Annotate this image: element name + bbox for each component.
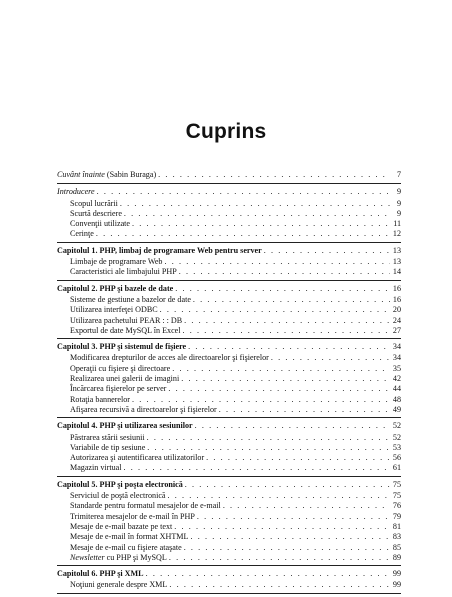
toc-page-number: 34	[392, 353, 401, 363]
toc-dot-leader	[190, 532, 390, 542]
toc-chapter	[57, 284, 401, 339]
toc-dot-leader	[158, 170, 390, 180]
toc-page-number: 13	[392, 257, 401, 267]
toc-chapter-heading[interactable]	[57, 480, 401, 490]
toc-dot-leader	[264, 246, 390, 256]
toc-page-number: 16	[392, 294, 401, 304]
toc-chapter	[57, 187, 401, 242]
toc-dot-leader	[168, 384, 390, 394]
toc-page-number: 7	[396, 170, 401, 179]
toc-dot-leader	[181, 374, 390, 384]
toc-entry[interactable]	[57, 453, 401, 463]
toc-page-number: 20	[392, 305, 401, 315]
toc-entry[interactable]	[57, 580, 401, 590]
toc-entry[interactable]	[57, 443, 401, 453]
toc-page-number: 53	[392, 442, 401, 452]
toc-chapter-title-text: Capitolul 4. PHP şi utilizarea sesiunilor	[57, 421, 193, 431]
toc-dot-leader	[223, 501, 390, 511]
toc-page-number: 81	[392, 521, 401, 531]
toc-entry-label: Exportul de date MySQL în Excel	[70, 325, 181, 335]
toc-page-number: 79	[392, 511, 401, 521]
page-title: Cuprins	[185, 120, 267, 143]
toc-chapter-title	[57, 480, 183, 490]
toc-chapter-heading[interactable]	[57, 246, 401, 256]
toc-entry-label: Standarde pentru formatul mesajelor de e-mail	[70, 501, 221, 511]
toc-entry-label: Încărcarea fişierelor pe server	[70, 384, 167, 394]
toc-dot-leader	[96, 229, 390, 239]
toc-entry[interactable]	[57, 522, 401, 532]
toc-entry-label: Noţiuni generale despre XML	[70, 580, 168, 590]
toc-page-number: 99	[392, 580, 401, 590]
toc-entry-label: Sisteme de gestiune a bazelor de date	[70, 294, 191, 304]
toc-page-number: 75	[392, 479, 401, 489]
toc-dot-leader	[169, 580, 390, 590]
toc-chapter-heading[interactable]	[57, 284, 401, 294]
toc-dot-leader	[132, 219, 390, 229]
toc-page-number: 42	[392, 374, 401, 384]
toc-entry-label: Magazin virtual	[70, 463, 122, 473]
toc-chapter	[57, 421, 401, 476]
toc-page-number: 9	[396, 198, 401, 208]
toc-page-number: 34	[392, 342, 401, 352]
toc-entry[interactable]	[57, 353, 401, 363]
toc-entry-label: Mesaje de e-mail bazate pe text	[70, 521, 173, 531]
toc-page-number: 56	[392, 453, 401, 463]
toc-chapter-title-text: Capitolul 3. PHP şi sistemul de fişiere	[57, 342, 187, 352]
toc-entry[interactable]	[57, 267, 401, 277]
toc-dot-leader	[123, 463, 390, 473]
toc-chapter-title-text: Capitolul 5. PHP şi poşta electronică	[57, 479, 183, 489]
toc-page-number: 61	[392, 463, 401, 473]
toc-chapter-title	[57, 342, 186, 352]
toc-chapter-heading[interactable]	[57, 170, 401, 180]
toc-page-number: 13	[392, 245, 401, 255]
toc-dot-leader	[124, 209, 390, 219]
toc-chapter	[57, 569, 401, 594]
toc-entry[interactable]	[57, 553, 401, 563]
toc-entry[interactable]	[57, 405, 401, 415]
toc-entry-label: Modificarea drepturilor de acces ale directoarelor şi fişierelor	[70, 353, 269, 363]
toc-entry-label: Afişarea recursivă a directoarelor şi fişierelor	[70, 404, 217, 414]
toc-entry-label: Caracteristici ale limbajului PHP	[70, 267, 177, 277]
toc-entry-label: Scopul lucrării	[70, 198, 118, 208]
toc-dot-leader	[195, 421, 390, 431]
toc-dot-leader	[160, 305, 390, 315]
toc-entry[interactable]	[57, 316, 401, 326]
toc-page-number: 16	[392, 283, 401, 293]
toc-page-number: 9	[396, 187, 401, 197]
toc-page-number: 49	[392, 404, 401, 414]
toc-entry[interactable]	[57, 229, 401, 239]
toc-entry[interactable]	[57, 374, 401, 384]
toc-chapter-title-italic: Introducere	[57, 187, 95, 197]
toc-dot-leader	[193, 295, 390, 305]
toc-entry[interactable]	[57, 384, 401, 394]
toc-entry[interactable]	[57, 512, 401, 522]
toc-dot-leader	[168, 491, 390, 501]
toc-entry-label-italic: Newsletter	[70, 552, 105, 562]
toc-entry-label: Mesaje de e-mail în format XHTML	[70, 532, 189, 542]
toc-chapter-title-text: Capitolul 6. PHP şi XML	[57, 569, 144, 579]
toc-dot-leader	[219, 405, 390, 415]
toc-entry-label: Operaţii cu fişiere şi directoare	[70, 363, 171, 373]
toc-dot-leader	[97, 187, 390, 197]
toc-page-number: 85	[392, 542, 401, 552]
toc-chapter-heading[interactable]	[57, 342, 401, 352]
toc-entry-label: Limbaje de programare Web	[70, 257, 163, 267]
toc-entry[interactable]	[57, 305, 401, 315]
toc-entry-label-rest: cu PHP şi MySQL	[104, 552, 167, 562]
toc-entry-label: Trimiterea mesajelor de e-mail în PHP	[70, 511, 195, 521]
toc-dot-leader	[185, 480, 390, 490]
toc-entry[interactable]	[57, 491, 401, 501]
toc-entry[interactable]	[57, 532, 401, 542]
toc-chapter-title-rest: (Sabin Buraga)	[104, 170, 157, 179]
toc-page-number: 83	[392, 532, 401, 542]
toc-dot-leader	[271, 353, 390, 363]
toc-dot-leader	[184, 316, 390, 326]
toc-chapter-title-text: Capitolul 2. PHP şi bazele de date	[57, 283, 174, 293]
toc-dot-leader	[179, 267, 390, 277]
toc-page-number: 12	[392, 229, 401, 239]
toc-chapter-title	[57, 421, 193, 431]
toc-dot-leader	[174, 522, 390, 532]
toc-page-number: 44	[392, 384, 401, 394]
toc-dot-leader	[206, 453, 390, 463]
toc-dot-leader	[172, 364, 390, 374]
toc-entry[interactable]	[57, 257, 401, 267]
toc-chapter-title	[57, 246, 262, 256]
toc-dot-leader	[184, 543, 390, 553]
toc-entry-label: Mesaje de e-mail cu fişiere ataşate	[70, 542, 182, 552]
toc-entry[interactable]	[57, 501, 401, 511]
toc-chapter-heading[interactable]	[57, 569, 401, 579]
toc-page-number: 89	[392, 552, 401, 562]
toc-page-number: 35	[392, 363, 401, 373]
toc-entry[interactable]	[57, 463, 401, 473]
toc-dot-leader	[146, 569, 390, 579]
toc-chapter-title	[57, 170, 156, 180]
toc-entry[interactable]	[57, 326, 401, 336]
toc-page-number: 99	[392, 569, 401, 579]
toc-page-number: 11	[393, 219, 401, 229]
toc-entry[interactable]	[57, 209, 401, 219]
toc-chapter-title	[57, 284, 173, 294]
toc-chapter	[57, 480, 401, 566]
toc-entry[interactable]	[57, 199, 401, 209]
toc-dot-leader	[164, 257, 390, 267]
toc-entry-label: Utilizarea pachetului PEAR : : DB	[70, 315, 183, 325]
toc-entry[interactable]	[57, 364, 401, 374]
toc-dot-leader	[175, 284, 390, 294]
toc-page-number: 24	[392, 315, 401, 325]
toc-dot-leader	[197, 512, 390, 522]
toc-entry[interactable]	[57, 295, 401, 305]
toc-page-number: 52	[392, 421, 401, 431]
toc-dot-leader	[183, 326, 390, 336]
toc-page-number: 75	[392, 491, 401, 501]
toc-chapter-title	[57, 569, 144, 579]
toc-entry-label: Autorizarea şi autentificarea utilizatorilor	[70, 453, 205, 463]
toc-entry-label	[70, 553, 167, 563]
toc-dot-leader	[120, 199, 390, 209]
toc-entry-label: Realizarea unei galerii de imagini	[70, 374, 180, 384]
toc-chapter-heading[interactable]	[57, 421, 401, 431]
toc-dot-leader	[169, 553, 390, 563]
toc-entry-label: Scurtă descriere	[70, 208, 122, 218]
toc-dot-leader	[132, 395, 390, 405]
toc-chapter-title-text: Capitolul 1. PHP, limbaj de programare Web pentru server	[57, 245, 262, 255]
toc-entry[interactable]	[57, 543, 401, 553]
toc-chapter	[57, 342, 401, 418]
toc-chapter-heading[interactable]	[57, 187, 401, 197]
toc-entry-label: Variabile de tip sesiune	[70, 442, 146, 452]
toc-chapter-title	[57, 187, 95, 197]
toc-entry-label: Serviciul de poştă electronică	[70, 491, 166, 501]
toc-page-number: 76	[392, 501, 401, 511]
toc-chapter	[57, 170, 401, 184]
table-of-contents	[57, 170, 401, 597]
toc-dot-leader	[188, 342, 390, 352]
toc-page-number: 48	[392, 394, 401, 404]
toc-page-number: 9	[396, 208, 401, 218]
toc-entry-label: Păstrarea stării sesiunii	[70, 432, 145, 442]
toc-dot-leader	[147, 443, 390, 453]
toc-entry-label: Convenţii utilizate	[70, 219, 131, 229]
toc-entry-label: Utilizarea interfeţei ODBC	[70, 305, 158, 315]
toc-entry-label: Rotaţia bannerelor	[70, 394, 131, 404]
toc-entry[interactable]	[57, 433, 401, 443]
toc-dot-leader	[147, 433, 390, 443]
toc-page-number: 52	[392, 432, 401, 442]
toc-entry-label: Cerinţe	[70, 229, 94, 239]
toc-page-number: 14	[392, 267, 401, 277]
toc-entry[interactable]	[57, 219, 401, 229]
toc-page-number: 27	[392, 325, 401, 335]
toc-entry[interactable]	[57, 395, 401, 405]
toc-chapter-title-italic: Cuvânt înainte	[57, 170, 105, 179]
toc-chapter	[57, 246, 401, 281]
